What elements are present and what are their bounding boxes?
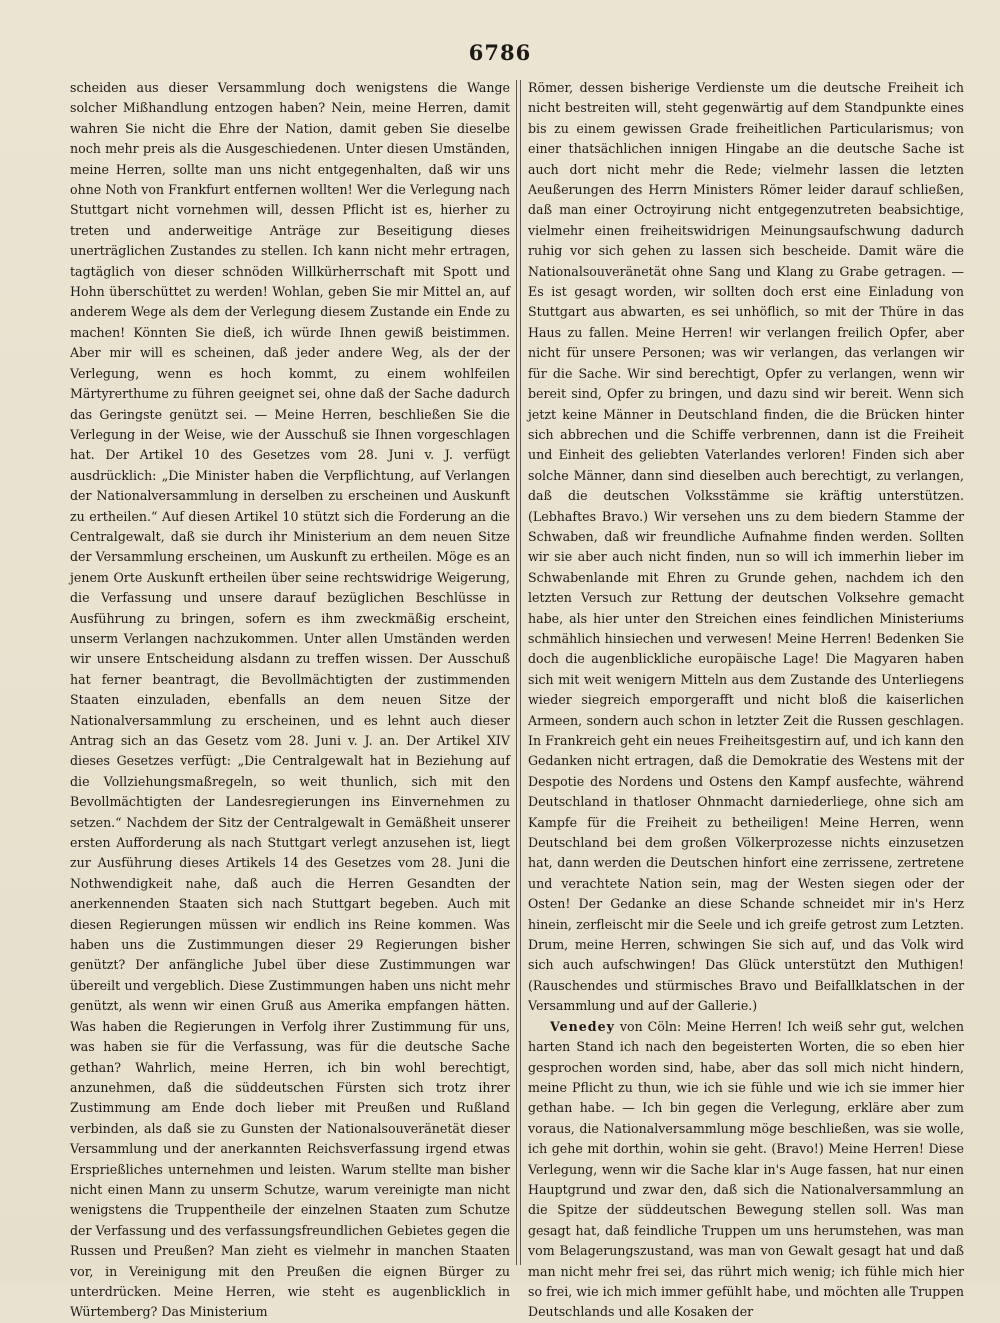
speaker-text: von Cöln: Meine Herren! Ich weiß sehr gut, welchen harten Stand ich nach den begeisterten Worten, die so eben hier gesprochen worden sind, habe, aber das soll mich nicht hindern, meine Pflicht zu thun, wie ich sie fühle und wie ich sie immer hier gethan habe. — Ich bin gegen die Verlegung, erkläre aber zum voraus, die Nationalversammlung möge beschließen, was sie wolle, ich gehe mit dorthin, wohin sie geht. (Bravo!) Meine Herren! Diese Verlegung, wenn wir die Sache klar in's Auge fassen, hat nur einen Hauptgrund und zwar den, daß sich die Nationalversammlung an die Spitze der süddeutschen Bewegung stellen soll. Was man gesagt hat, daß feindliche Truppen um uns herumstehen, was man vom Belagerungszustand, was man von Gewalt gesagt hat und daß man nicht mehr frei sei, das rührt mich wenig; ich fühle mich hier so frei, wie ich mich immer gefühlt habe, und möchten alle Truppen Deutschlands und alle Kosaken der	[528, 1018, 964, 1320]
speaker-name: Venedey	[550, 1018, 615, 1034]
paragraph: scheiden aus dieser Versammlung doch wenigstens die Wange solcher Mißhandlung entzogen haben? Nein, meine Herren, damit wahren Sie nicht die Ehre der Nation, damit geben Sie dieselbe noch mehr preis als die Ausgeschiedenen. Unter diesen Umständen, meine Herren, sollte man uns nicht entgegenhalten, daß wir uns ohne Noth von Frankfurt entfernen wollten! Wer die Verlegung nach Stuttgart nicht vornehmen will, dessen Pflicht ist es, hierher zu treten und anderweitige Anträge zur Beseitigung dieses unerträglichen Zustandes zu stellen. Ich kann nicht mehr ertragen, tagtäglich von dieser schnöden Willkürherrschaft mit Spott und Hohn überschüttet zu werden! Wohlan, geben Sie mir Mittel an, auf anderem Wege als dem der Verlegung diesem Zustande ein Ende zu machen! Könnten Sie dieß, ich würde Ihnen gewiß beistimmen. Aber mir will es scheinen, daß jeder andere Weg, als der der Verlegung, wenn es hoch kommt, zu einem wohlfeilen Märtyrerthume zu führen geeignet sei, ohne daß der Sache dadurch das Geringste genützt sei. — Meine Herren, beschließen Sie die Verlegung in der Weise, wie der Ausschuß sie Ihnen vorgeschlagen hat. Der Artikel 10 des Gesetzes vom 28. Juni v. J. verfügt ausdrücklich: „Die Minister haben die Verpflichtung, auf Verlangen der Nationalversammlung in derselben zu erscheinen und Auskunft zu ertheilen.“ Auf diesen Artikel 10 stützt sich die Forderung an die Centralgewalt, daß sie durch ihr Ministerium an dem neuen Sitze der Versammlung erscheinen, um Auskunft zu ertheilen. Möge es an jenem Orte Auskunft ertheilen über seine rechtswidrige Weigerung, die Verfassung und unsere darauf bezüglichen Beschlüsse in Ausführung zu bringen, sofern es ihm zweckmäßig erscheint, unserm Verlangen nachzukommen. Unter allen Umständen werden wir unsere Entscheidung alsdann zu treffen wissen. Der Ausschuß hat ferner beantragt, die Bevollmächtigten der zustimmenden Staaten einzuladen, ebenfalls an dem neuen Sitze der Nationalversammlung zu erscheinen, und es lehnt auch dieser Antrag sich an das Gesetz vom 28. Juni v. J. an. Der Artikel XIV dieses Gesetzes verfügt: „Die Centralgewalt hat in Beziehung auf die Vollziehungsmaßregeln, so weit thunlich, sich mit den Bevollmächtigten der Landesregierungen ins Einvernehmen zu setzen.“ Nachdem der Sitz der Centralgewalt in Gemäßheit unserer ersten Aufforderung als nach Stuttgart verlegt anzusehen ist, liegt zur Ausführung dieses Artikels 14 des Gesetzes vom 28. Juni die Nothwendigkeit nahe, daß auch die Herren Gesandten der anerkennenden Staaten sich nach Stuttgart begeben. Auch mit diesen Regierungen müssen wir endlich ins Reine kommen. Was haben uns die Zustimmungen dieser 29 Regierungen bisher genützt? Der anfängliche Jubel über diese Zustimmungen war übereilt und vergeblich. Diese Zustimmungen haben uns nicht mehr genützt, als wenn wir einen Gruß aus Amerika empfangen hätten. Was haben die Regierungen in Verfolg ihrer Zustimmung für uns, was haben sie für die Verfassung, was für die deutsche Sache gethan? Wahrlich, meine Herren, ich bin wohl berechtigt, anzunehmen, daß die süddeutschen Fürsten sich trotz ihrer Zustimmung am Ende doch lieber mit Preußen und Rußland verbinden, als daß sie zu Gunsten der Nationalsouveränetät dieser Versammlung und der anerkannten Reichsverfassung irgend etwas Ersprießliches unternehmen und leisten. Warum stellte man bisher nicht einen Mann zu unserm Schutze, warum vereinigte man nicht wenigstens die Truppentheile der einzelnen Staaten zum Schutze der Verfassung und des verfassungsfreundlichen Gebietes gegen die Russen und Preußen? Man zieht es vielmehr in manchen Staaten vor, in Vereinigung mit den Preußen die eignen Bürger zu unterdrücken. Meine Herren, wie steht es augenblicklich in Würtemberg? Das Ministerium	[70, 80, 510, 1320]
speaker-paragraph	[528, 1017, 964, 1323]
left-column	[70, 78, 510, 1320]
page-number: 6786	[468, 40, 532, 65]
right-column	[528, 78, 964, 1320]
column-divider	[516, 80, 521, 1265]
paragraph: Römer, dessen bisherige Verdienste um die deutsche Freiheit ich nicht bestreiten will, steht gegenwärtig auf dem Standpunkte eines bis zu einem gewissen Grade freiheitlichen Particularismus; von einer thatsächlichen innigen Hingabe an die deutsche Sache ist auch dort nicht mehr die Rede; vielmehr lassen die letzten Aeußerungen des Herrn Ministers Römer leider darauf schließen, daß man einer Octroyirung nicht entgegenzutreten beabsichtige, vielmehr einen freiheitswidrigen Meinungsaufschwung dadurch ruhig vor sich gehen zu lassen sich bescheide. Damit wäre die Nationalsouveränetät ohne Sang und Klang zu Grabe getragen. — Es ist gesagt worden, wir sollten doch erst eine Einladung von Stuttgart aus abwarten, es sei unhöflich, so mit der Thüre in das Haus zu fallen. Meine Herren! wir verlangen freilich Opfer, aber nicht für unsere Personen; was wir verlangen, das verlangen wir für die Sache. Wir sind berechtigt, Opfer zu verlangen, wenn wir bereit sind, Opfer zu bringen, und dazu sind wir bereit. Wenn sich jetzt keine Männer in Deutschland finden, die die Brücken hinter sich abbrechen und die Schiffe verbrennen, dann ist die Freiheit und Einheit des geliebten Vaterlandes verloren! Finden sich aber solche Männer, dann sind dieselben auch berechtigt, zu verlangen, daß die deutschen Volksstämme sie kräftig unterstützen. (Lebhaftes Bravo.) Wir versehen uns zu dem biedern Stamme der Schwaben, daß wir freundliche Aufnahme finden werden. Sollten wir sie aber auch nicht finden, nun so will ich immerhin lieber im Schwabenlande mit Ehren zu Grunde gehen, nachdem ich den letzten Versuch zur Rettung der deutschen Volksehre gemacht habe, als hier unter den Streichen eines feindlichen Ministeriums schmählich hinsiechen und verwesen! Meine Herren! Bedenken Sie doch die augenblickliche europäische Lage! Die Magyaren haben sich mit weit wenigern Mitteln aus dem Zustande des Unterliegens wieder siegreich emporgerafft und nicht bloß die kaiserlichen Armeen, sondern auch schon in letzter Zeit die Russen geschlagen. In Frankreich geht ein neues Freiheitsgestirn auf, und ich kann den Gedanken nicht ertragen, daß die Demokratie des Westens mit der Despotie des Nordens und Ostens den Kampf ausfechte, während Deutschland in thatloser Ohnmacht darniederliege, ohne sich am Kampfe für die Freiheit zu betheiligen! Meine Herren, wenn Deutschland bei dem großen Völkerprozesse nichts einzusetzen hat, dann werden die Deutschen hinfort eine zerrissene, zertretene und verachtete Nation sein, mag der Westen siegen oder der Osten! Der Gedanke an diese Schande schneidet mir in's Herz hinein, zerfleischt mir die Seele und ich greife getrost zum Letzten. Drum, meine Herren, schwingen Sie sich auf, und das Volk wird sich auch aufschwingen! Das Glück unterstützt den Muthigen! (Rauschendes und stürmisches Bravo und Beifallklatschen in der Versammlung und auf der Gallerie.)	[528, 80, 964, 1014]
